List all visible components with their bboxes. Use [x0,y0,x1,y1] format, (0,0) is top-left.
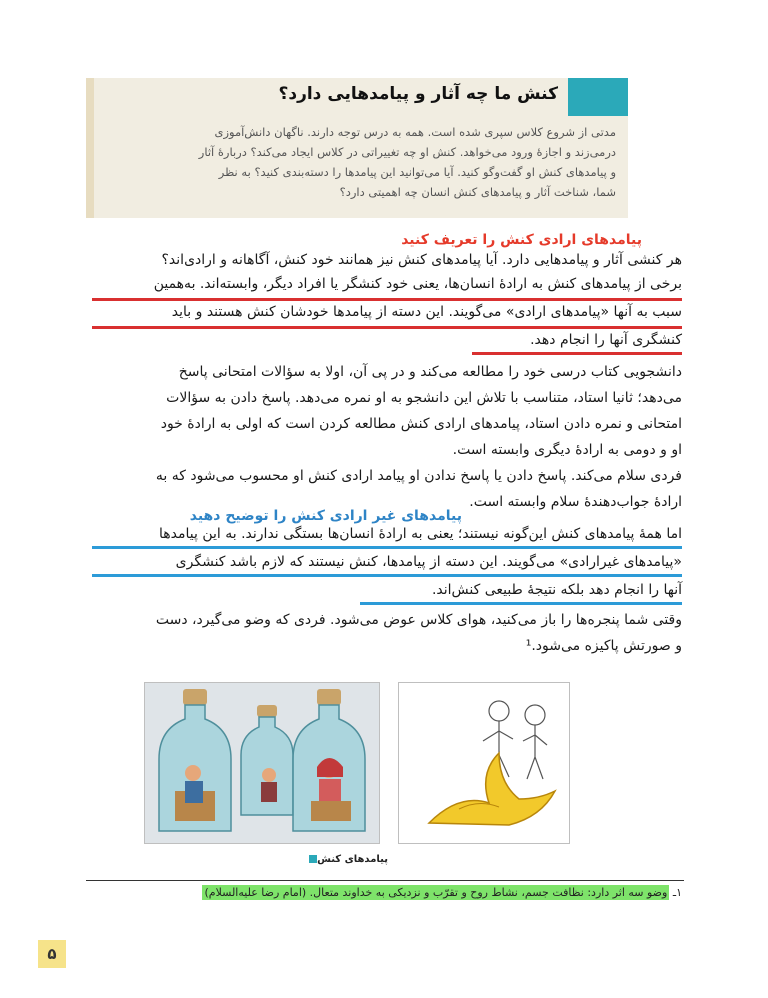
intro-line: شما، شناخت آثار و پیامدهای کنش انسان چه اهمیتی دارد؟ [339,185,616,199]
body-line: و صورتش پاکیزه می‌شود.¹ [525,638,682,654]
body-line: کنشگری آنها را انجام دهد. [530,332,682,348]
body-line: برخی از پیامدهای کنش به ارادهٔ انسان‌ها، یعنی خود کنشگر یا افراد دیگر، وابسته‌اند. به‌همین [153,276,682,292]
red-underline [92,298,682,301]
caption-square-icon [309,855,317,863]
blue-underline [92,546,682,549]
body-line: ارادهٔ جواب‌دهندهٔ سلام وابسته است. [469,494,682,510]
footnote-text: وضو سه اثر دارد: نظافت جسم، نشاط روح و تقرّب و نزدیکی به خداوند متعال. (امام رضا علیه‌السلام) [204,886,668,899]
blue-underline [92,574,682,577]
red-underline [472,352,682,355]
involuntary-consequences-heading: پیامدهای غیر ارادی کنش را توضیح دهید [189,508,462,524]
voluntary-consequences-heading: پیامدهای ارادی کنش را تعریف کنید [401,232,642,248]
intro-box-side-bar [86,78,94,218]
intro-line: درمی‌زند و اجازهٔ ورود می‌خواهد. کنش او چه تغییراتی در کلاس ایجاد می‌کند؟ دربارهٔ آثار [198,145,616,159]
red-underline [92,326,682,329]
body-line: سبب به آنها «پیامدهای ارادی» می‌گویند. این دسته از پیامدها خودشان کنش هستند و باید [171,304,682,320]
body-line: اما همهٔ پیامدهای کنش این‌گونه نیستند؛ یعنی به ارادهٔ انسان‌ها بستگی ندارند. به این پیامدها [159,526,682,542]
banana-peel-illustration [398,682,570,844]
footnote-marker: ۱ـ [672,886,682,899]
body-line: می‌دهد؛ ثانیا استاد، متناسب با تلاش این دانشجو به او نمره می‌دهد. پاسخ دادن به سؤالات [166,390,682,406]
footnote [202,886,682,899]
body-line: دانشجویی کتاب درسی خود را مطالعه می‌کند و در پی آن، اولا به سؤالات امتحانی پاسخ [178,364,682,380]
body-line: هر کنشی آثار و پیامدهایی دارد. آیا پیامدهای کنش نیز همانند خود کنش، آگاهانه و ارادی‌اند؟ [161,252,682,268]
figure-caption [305,854,388,865]
body-line: آنها را انجام دهد بلکه نتیجهٔ طبیعی کنش‌اند. [431,582,682,598]
body-line: او و دومی به ارادهٔ دیگری وابسته است. [452,442,682,458]
intro-box [86,78,628,218]
body-line: امتحانی و نمره دادن استاد، پیامدهای ارادی کنش مطالعه کردن است که اولی به ارادهٔ خود [160,416,682,432]
figure-caption-text: پیامدهای کنش [317,854,388,865]
intro-text [146,122,616,202]
intro-line: مدتی از شروع کلاس سپری شده است. همه به درس توجه دارند. ناگهان دانش‌آموزی [214,125,616,139]
body-line: «پیامدهای غیرارادی» می‌گویند. این دسته از پیامدها، کنش نیستند که لازم باشد کنشگری [175,554,682,570]
footnote-divider [86,880,684,881]
intro-line: و پیامدهای کنش او گفت‌وگو کنید. آیا می‌توانید این پیامدها را دسته‌بندی کنید؟ به نظر [218,165,616,179]
bottles-illustration [144,682,380,844]
intro-box-accent [568,78,628,116]
blue-underline [360,602,682,605]
body-line: وقتی شما پنجره‌ها را باز می‌کنید، هوای کلاس عوض می‌شود. فردی که وضو می‌گیرد، دست [155,612,682,628]
page-number: ۵ [38,940,66,968]
body-line: فردی سلام می‌کند. پاسخ دادن یا پاسخ ندادن او پیامد ارادی کنش او محسوب می‌شود که به [155,468,682,484]
section-title: کنش ما چه آثار و پیامدهایی دارد؟ [278,84,558,104]
